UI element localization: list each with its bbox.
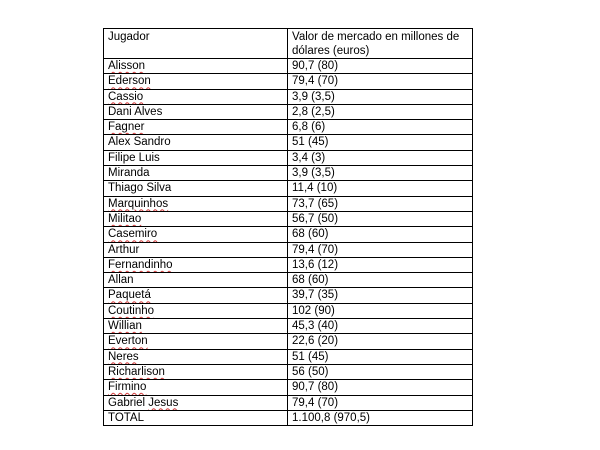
player-name-cell [104, 74, 288, 89]
table-row [104, 150, 473, 165]
player-name: Coutinho [108, 304, 155, 317]
market-value-cell: 22,6 (20) [288, 334, 473, 349]
player-name-cell [104, 395, 288, 410]
player-name: Ederson [108, 75, 151, 88]
total-row [104, 410, 473, 425]
player-name-cell [104, 150, 288, 165]
player-name-cell [104, 334, 288, 349]
player-name-cell [104, 380, 288, 395]
market-value-cell: 51 (45) [288, 135, 473, 150]
table-row [104, 211, 473, 226]
player-name-cell [104, 364, 288, 379]
market-value-cell: 6,8 (6) [288, 120, 473, 135]
market-value-cell: 68 (60) [288, 273, 473, 288]
table-row [104, 380, 473, 395]
table-row [104, 181, 473, 196]
player-name: Fernandinho [108, 258, 173, 271]
table-row [104, 59, 473, 74]
player-name-cell [104, 227, 288, 242]
table-row [104, 364, 473, 379]
player-name-cell [104, 120, 288, 135]
player-name-cell [104, 135, 288, 150]
player-name-cell [104, 211, 288, 226]
player-name-cell [104, 196, 288, 211]
table-row [104, 227, 473, 242]
player-name: Paquetá [108, 289, 151, 302]
player-name: Alex Sandro [108, 136, 171, 149]
table-row [104, 349, 473, 364]
player-name: Filipe Luis [108, 151, 160, 164]
player-name-cell [104, 242, 288, 257]
market-value-cell: 3,4 (3) [288, 150, 473, 165]
player-name: Gabriel Jesus [108, 396, 179, 409]
player-name-flagged-part: Jesus [148, 396, 179, 409]
market-value-cell: 102 (90) [288, 303, 473, 318]
player-name-cell [104, 181, 288, 196]
table-row [104, 166, 473, 181]
player-name: Casemiro [108, 228, 158, 241]
table-row [104, 120, 473, 135]
player-name: Richarlison [108, 365, 165, 378]
table-row [104, 242, 473, 257]
player-name: Fagner [108, 121, 145, 134]
table-row [104, 135, 473, 150]
player-name-cell [104, 349, 288, 364]
market-value-cell: 90,7 (80) [288, 380, 473, 395]
player-name-cell [104, 273, 288, 288]
player-name: Arthur [108, 243, 140, 256]
player-name-cell [104, 319, 288, 334]
table-row [104, 319, 473, 334]
player-name: Alisson [108, 60, 146, 72]
table-row [104, 89, 473, 104]
player-name-cell [104, 303, 288, 318]
market-value-cell: 56 (50) [288, 364, 473, 379]
market-value-cell: 79,4 (70) [288, 395, 473, 410]
table-row [104, 273, 473, 288]
player-name: Thiago Silva [108, 182, 172, 195]
player-name: Miranda [108, 167, 150, 180]
player-name: Militao [108, 212, 142, 225]
table-row [104, 257, 473, 272]
player-name: Firmino [108, 381, 147, 394]
player-name: Allan [108, 274, 134, 287]
market-value-cell: 79,4 (70) [288, 74, 473, 89]
total-value: 1.100,8 (970,5) [288, 410, 473, 425]
table-row [104, 334, 473, 349]
total-label: TOTAL [104, 410, 288, 425]
market-value-cell: 3,9 (3,5) [288, 89, 473, 104]
table-row [104, 196, 473, 211]
player-name-cell [104, 288, 288, 303]
player-name: Neres [108, 350, 139, 363]
market-value-cell: 2,8 (2,5) [288, 104, 473, 119]
table-header-row [104, 29, 473, 59]
market-value-cell: 56,7 (50) [288, 211, 473, 226]
market-value-cell: 45,3 (40) [288, 319, 473, 334]
market-value-cell: 68 (60) [288, 227, 473, 242]
market-value-cell: 39,7 (35) [288, 288, 473, 303]
header-player: Jugador [104, 29, 288, 59]
players-market-value-table [103, 28, 473, 426]
player-name: Marquinhos [108, 197, 169, 210]
market-value-cell: 51 (45) [288, 349, 473, 364]
table-row [104, 74, 473, 89]
player-name-cell [104, 257, 288, 272]
market-value-cell: 90,7 (80) [288, 59, 473, 74]
market-value-cell: 13,6 (12) [288, 257, 473, 272]
player-name-cell [104, 59, 288, 74]
player-name: Cassio [108, 90, 144, 103]
player-name-cell [104, 89, 288, 104]
player-name-cell [104, 166, 288, 181]
table-row [104, 288, 473, 303]
market-value-cell: 73,7 (65) [288, 196, 473, 211]
player-name: Everton [108, 335, 148, 348]
market-value-cell: 79,4 (70) [288, 242, 473, 257]
table-row [104, 303, 473, 318]
header-market-value: Valor de mercado en millones de dólares (euros) [288, 29, 473, 59]
table-row [104, 104, 473, 119]
market-value-cell: 3,9 (3,5) [288, 166, 473, 181]
player-name-cell [104, 104, 288, 119]
market-value-cell: 11,4 (10) [288, 181, 473, 196]
player-name: Willian [108, 320, 142, 333]
player-name: Dani Alves [108, 105, 163, 118]
table-row [104, 395, 473, 410]
